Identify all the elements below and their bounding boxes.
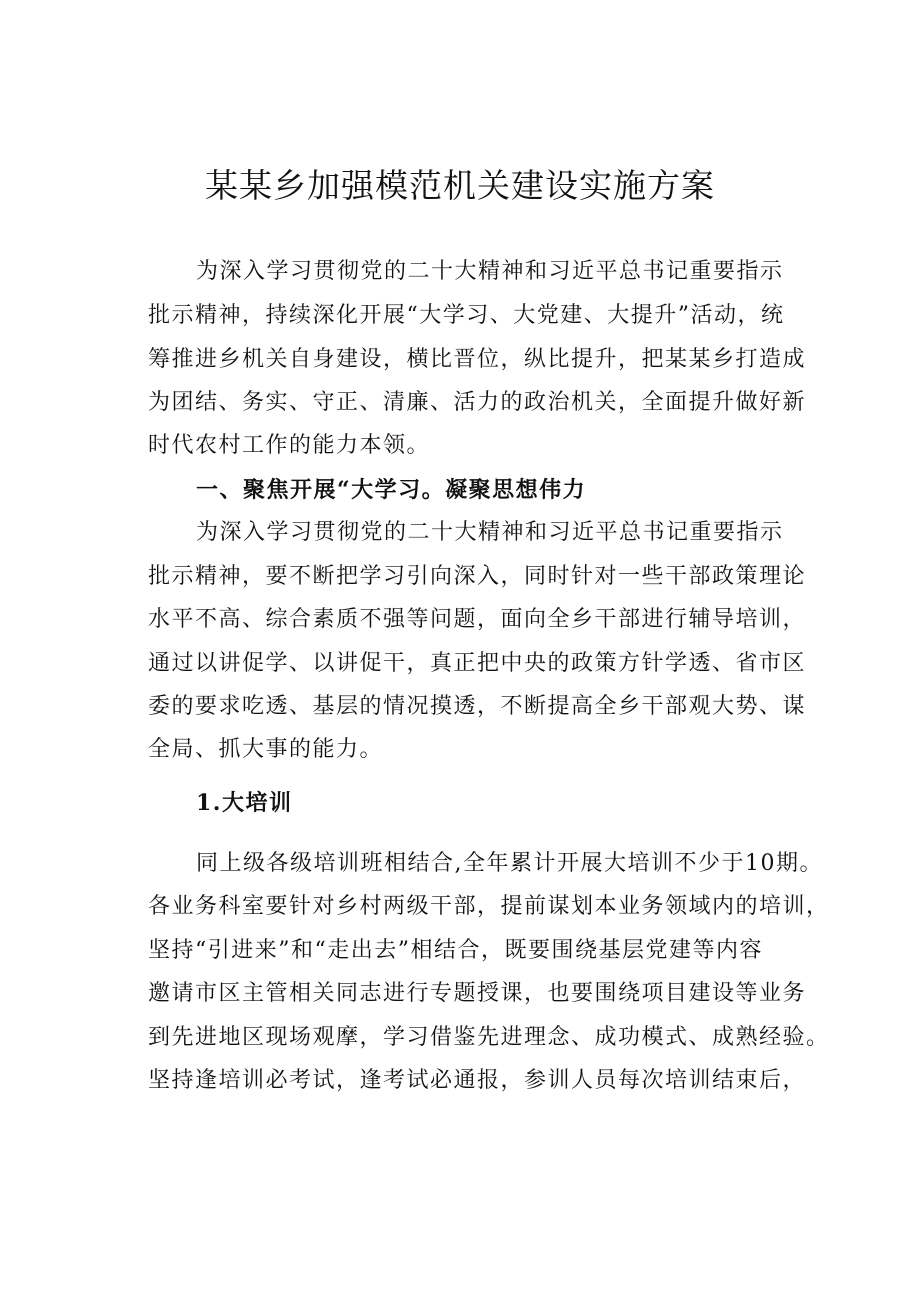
paragraph-2-line-2: 批示精神，要不断把学习引向深入，同时针对一些干部政策理论	[148, 564, 807, 589]
paragraph-3-line-2: 各业务科室要针对乡村两级干部，提前谋划本业务领域内的培训，	[148, 894, 830, 919]
paragraph-1-line-1: 为深入学习贯彻党的二十大精神和习近平总书记重要指示	[196, 259, 784, 284]
paragraph-1-line-2: 批示精神，持续深化开展“大学习、大党建、大提升”活动，统	[148, 303, 785, 328]
paragraph-2-line-1: 为深入学习贯彻党的二十大精神和习近平总书记重要指示	[196, 520, 784, 545]
paragraph-2-line-3: 水平不高、综合素质不强等问题，面向全乡干部进行辅导培训，	[148, 607, 807, 632]
paragraph-3-line-5: 到先进地区现场观摩，学习借鉴先进理念、成功模式、成熟经验。	[148, 1025, 830, 1050]
paragraph-3-line-6: 坚持逢培训必考试，逢考试必通报，参训人员每次培训结束后，	[148, 1068, 807, 1093]
document-title: 某某乡加强模范机关建设实施方案	[205, 166, 715, 205]
paragraph-2-line-5: 委的要求吃透、基层的情况摸透，不断提高全乡干部观大势、谋	[148, 694, 807, 719]
paragraph-2-line-6: 全局、抓大事的能力。	[148, 737, 384, 762]
paragraph-3-line-1: 同上级各级培训班相结合,全年累计开展大培训不少于10期。	[196, 851, 823, 876]
paragraph-1-line-3: 筹推进乡机关自身建设，横比晋位，纵比提升，把某某乡打造成	[148, 347, 807, 372]
paragraph-3-line-3: 坚持“引进来”和“走出去”相结合，既要围绕基层党建等内容	[148, 938, 763, 963]
subsection-1-heading: 1.大培训	[196, 790, 293, 816]
paragraph-1-line-4: 为团结、务实、守正、清廉、活力的政治机关，全面提升做好新	[148, 390, 807, 415]
paragraph-2-line-4: 通过以讲促学、以讲促干，真正把中央的政策方针学透、省市区	[148, 651, 807, 676]
paragraph-3-line-4: 邀请市区主管相关同志进行专题授课，也要围绕项目建设等业务	[148, 981, 807, 1006]
section-1-heading: 一、聚焦开展“大学习。凝聚思想伟力	[196, 477, 587, 503]
paragraph-1-line-5: 时代农村工作的能力本领。	[148, 433, 431, 458]
